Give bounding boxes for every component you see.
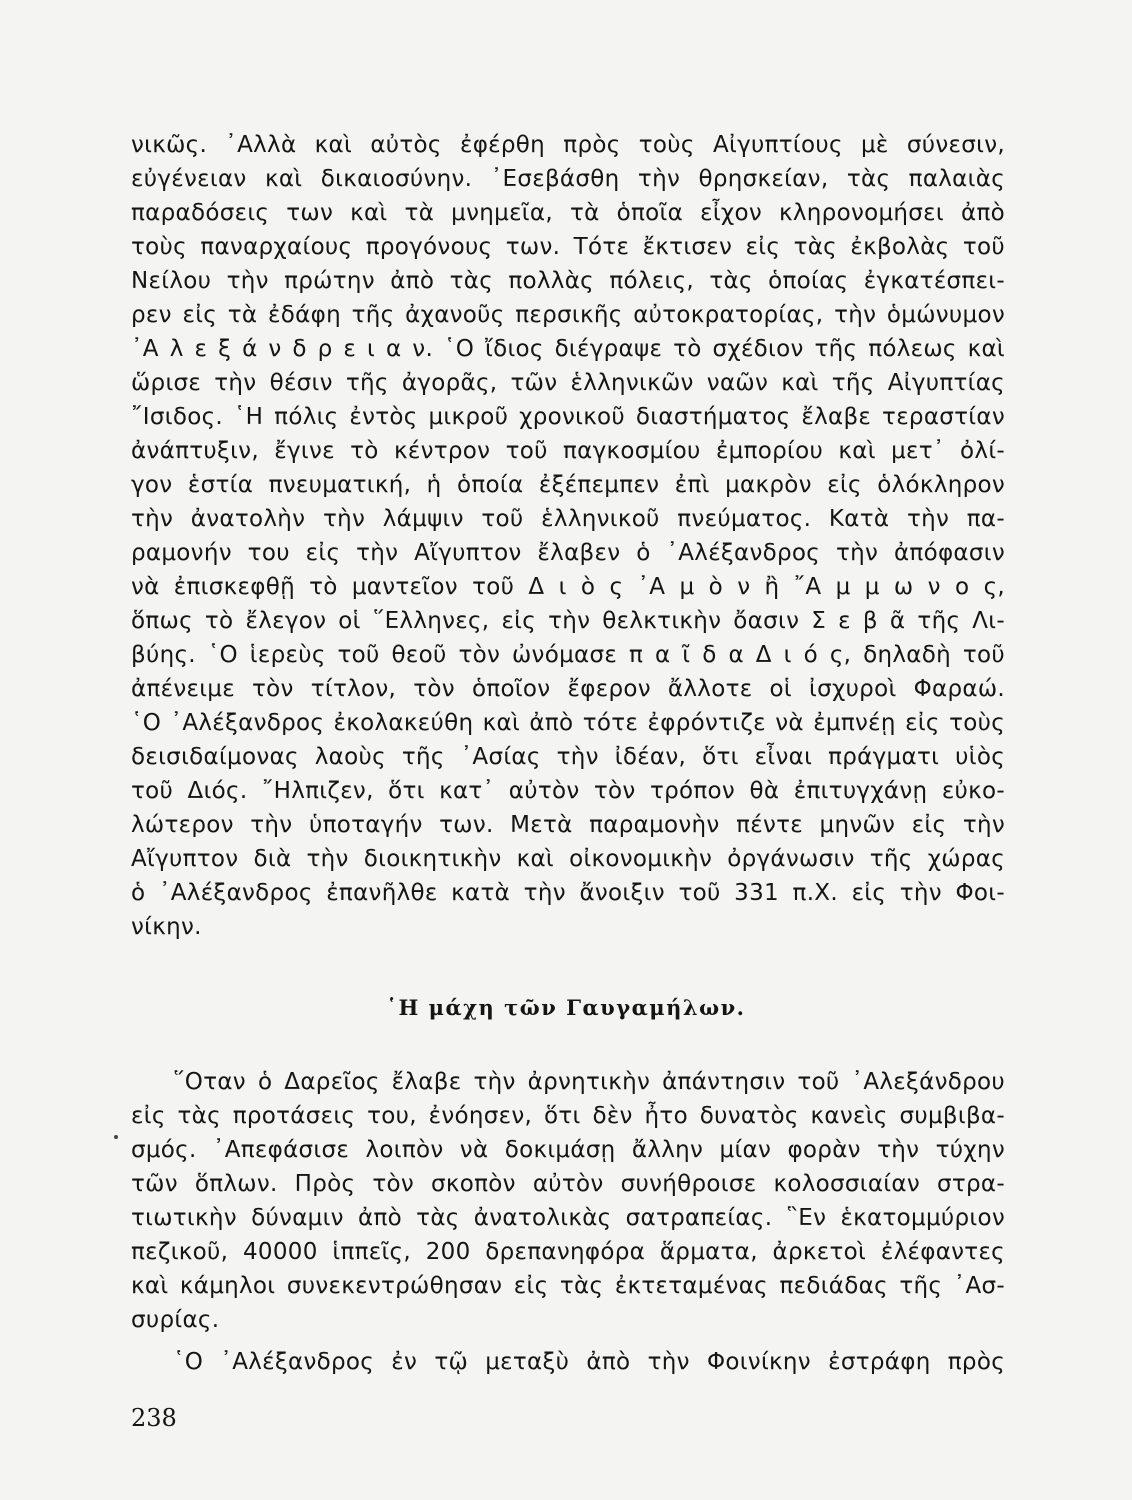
text-line: ῾Ο ᾿Αλέξανδρος ἐν τῷ μεταξὺ ἀπὸ τὴν Φοινίκην ἐστράφη πρὸς <box>173 1349 1005 1375</box>
text-line: πεζικοῦ, 40000 ἱππεῖς, 200 δρεπανηφόρα ἅρματα, ἀρκετοὶ ἐλέφαντες <box>131 1239 1005 1265</box>
text-line: ῞Οταν ὁ Δαρεῖος ἔλαβε τὴν ἀρνητικὴν ἀπάντησιν τοῦ ᾿Αλεξάνδρου <box>173 1069 1005 1095</box>
text-line: τοῦ Διός. ῎Ηλπιζεν, ὅτι κατ᾿ αὐτὸν τὸν τρόπον θὰ ἐπιτυγχάνῃ εὐκο- <box>131 778 1005 804</box>
section-heading: ῾Η μάχη τῶν Γαυγαμήλων. <box>386 995 746 1020</box>
text-line: γον ἑστία πνευματική, ἡ ὁποία ἐξέπεμπεν ἐπὶ μακρὸν εἰς ὁλόκληρον <box>131 472 1005 498</box>
text-line: ῎Ισιδος. ῾Η πόλις ἐντὸς μικροῦ χρονικοῦ διαστήματος ἔλαβε τεραστίαν <box>131 404 1005 430</box>
text-line: ἀπένειμε τὸν τίτλον, τὸν ὁποῖον ἔφερον ἄλλοτε οἱ ἰσχυροὶ Φαραώ. <box>131 676 1005 702</box>
text-line: νικῶς. ᾿Αλλὰ καὶ αὐτὸς ἐφέρθη πρὸς τοὺς Αἰγυπτίους μὲ σύνεσιν, <box>131 132 1005 158</box>
text-line: δεισιδαίμονας λαοὺς τῆς ᾿Ασίας τὴν ἰδέαν, ὅτι εἶναι πράγματι υἱὸς <box>131 744 1005 770</box>
page-number: 238 <box>131 1404 177 1432</box>
text-line: βύης. ῾Ο ἱερεὺς τοῦ θεοῦ τὸν ὠνόμασε π α ῖ δ α Δ ι ό ς, δηλαδὴ τοῦ <box>131 642 1005 668</box>
text-line: εὐγένειαν καὶ δικαιοσύνην. ᾿Εσεβάσθη τὴν θρησκείαν, τὰς παλαιὰς <box>131 166 1005 192</box>
text-line: ἀνάπτυξιν, ἔγινε τὸ κέντρον τοῦ παγκοσμίου ἐμπορίου καὶ μετ᾿ ὀλί- <box>131 438 1005 464</box>
text-line: τῶν ὅπλων. Πρὸς τὸν σκοπὸν αὐτὸν συνήθροισε κολοσσιαίαν στρα- <box>131 1171 1005 1197</box>
text-line: εἰς τὰς προτάσεις του, ἐνόησεν, ὅτι δὲν ἦτο δυνατὸς κανεὶς συμβιβα- <box>131 1103 1005 1129</box>
text-line: τὴν ἀνατολὴν τὴν λάμψιν τοῦ ἑλληνικοῦ πνεύματος. Κατὰ τὴν πα- <box>131 506 1005 532</box>
text-line: ὁ ᾿Αλέξανδρος ἐπανῆλθε κατὰ τὴν ἄνοιξιν τοῦ 331 π.Χ. εἰς τὴν Φοι- <box>131 880 1005 906</box>
text-line: ὥρισε τὴν θέσιν τῆς ἀγορᾶς, τῶν ἑλληνικῶν ναῶν καὶ τῆς Αἰγυπτίας <box>131 370 1005 396</box>
text-line: ὅπως τὸ ἔλεγον οἱ ῞Ελληνες, εἰς τὴν θελκτικὴν ὄασιν Σ ε β ᾶ τῆς Λι- <box>131 608 1005 634</box>
text-line: νὰ ἐπισκεφθῇ τὸ μαντεῖον τοῦ Δ ι ὸ ς ᾿Α μ ὸ ν ἢ ῎Α μ μ ω ν ο ς, <box>131 574 1005 600</box>
text-line: παραδόσεις των καὶ τὰ μνημεῖα, τὰ ὁποῖα εἶχον κληρονομήσει ἀπὸ <box>131 200 1005 226</box>
text-line: συρίας. <box>131 1307 220 1333</box>
text-line: ῾Ο ᾿Αλέξανδρος ἐκολακεύθη καὶ ἀπὸ τότε ἐφρόντιζε νὰ ἐμπνέῃ εἰς τοὺς <box>131 710 1005 736</box>
print-speck <box>114 1135 118 1139</box>
text-line: καὶ κάμηλοι συνεκεντρώθησαν εἰς τὰς ἐκτεταμένας πεδιάδας τῆς ᾿Ασ- <box>131 1273 1005 1299</box>
text-line: ραμονήν του εἰς τὴν Αἴγυπτον ἔλαβεν ὁ ᾿Αλέξανδρος τὴν ἀπόφασιν <box>131 540 1005 566</box>
text-line: Νείλου τὴν πρώτην ἀπὸ τὰς πολλὰς πόλεις, τὰς ὁποίας ἐγκατέσπει- <box>131 268 1005 294</box>
text-line: λώτερον τὴν ὑποταγήν των. Μετὰ παραμονὴν πέντε μηνῶν εἰς τὴν <box>131 812 1005 838</box>
text-line: τοὺς παναρχαίους προγόνους των. Τότε ἔκτισεν εἰς τὰς ἐκβολὰς τοῦ <box>131 234 1005 260</box>
text-line: ρεν εἰς τὰ ἐδάφη τῆς ἀχανοῦς περσικῆς αὐτοκρατορίας, τὴν ὁμώνυμον <box>131 302 1005 328</box>
text-line: νίκην. <box>131 914 202 940</box>
text-line: Αἴγυπτον διὰ τὴν διοικητικὴν καὶ οἰκονομικὴν ὀργάνωσιν τῆς χώρας <box>131 846 1005 872</box>
text-line: σμός. ᾿Απεφάσισε λοιπὸν νὰ δοκιμάσῃ ἄλλην μίαν φορὰν τὴν τύχην <box>131 1137 1005 1163</box>
text-line: ᾿Α λ ε ξ ά ν δ ρ ε ι α ν. ῾Ο ἴδιος διέγραψε τὸ σχέδιον τῆς πόλεως καὶ <box>131 336 1005 362</box>
text-line: τιωτικὴν δύναμιν ἀπὸ τὰς ἀνατολικὰς σατραπείας. ῝Εν ἑκατομμύριον <box>131 1205 1005 1231</box>
